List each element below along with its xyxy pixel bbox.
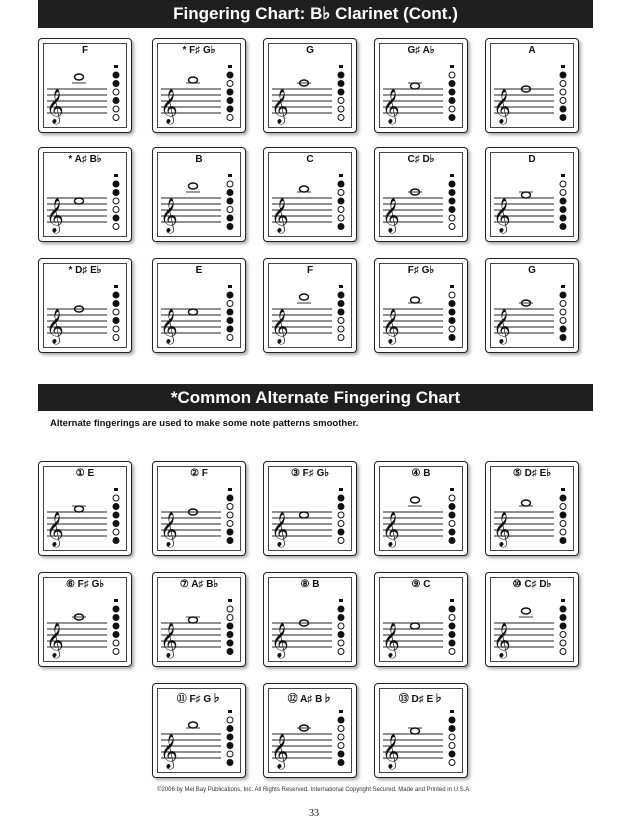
treble-clef-icon: 𝄞 <box>160 512 178 547</box>
fingering-diagram-icon <box>449 174 455 230</box>
staff-and-fingering-diagram <box>264 39 358 134</box>
staff-and-fingering-diagram <box>264 148 358 243</box>
staff-and-fingering-diagram <box>486 462 580 557</box>
fingering-card <box>263 147 357 242</box>
treble-clef-icon: 𝄞 <box>271 734 289 769</box>
fingering-diagram-icon <box>449 599 455 655</box>
note-name-label: F <box>306 265 314 276</box>
fingering-diagram-icon <box>560 599 566 655</box>
staff-and-fingering-diagram <box>486 148 580 243</box>
treble-clef-icon: 𝄞 <box>271 512 289 547</box>
fingering-diagram-icon <box>338 488 344 544</box>
fingering-card <box>263 258 357 353</box>
treble-clef-icon: 𝄞 <box>46 198 64 233</box>
fingering-card <box>263 38 357 133</box>
treble-clef-icon: 𝄞 <box>493 623 511 658</box>
note-head-icon <box>411 83 420 89</box>
fingering-diagram-icon <box>113 285 119 341</box>
treble-clef-icon: 𝄞 <box>46 89 64 124</box>
note-name-label: * F♯ G♭ <box>182 45 216 56</box>
fingering-card <box>263 683 357 778</box>
note-name-label: ① E <box>75 468 95 479</box>
note-head-icon <box>522 192 531 198</box>
staff-and-fingering-diagram <box>486 259 580 354</box>
note-name-label: C♯ D♭ <box>407 154 435 165</box>
note-head-icon <box>189 617 198 623</box>
staff-and-fingering-diagram <box>375 573 469 668</box>
treble-clef-icon: 𝄞 <box>46 623 64 658</box>
note-head-icon <box>300 512 309 518</box>
fingering-diagram-icon <box>113 599 119 655</box>
note-name-label: ④ B <box>411 468 431 479</box>
treble-clef-icon: 𝄞 <box>271 198 289 233</box>
fingering-card <box>152 461 246 556</box>
fingering-card <box>374 461 468 556</box>
fingering-card <box>38 258 132 353</box>
treble-clef-icon: 𝄞 <box>160 198 178 233</box>
fingering-card <box>152 572 246 667</box>
fingering-card <box>152 147 246 242</box>
note-name-label: G♯ A♭ <box>407 45 435 56</box>
treble-clef-icon: 𝄞 <box>382 89 400 124</box>
treble-clef-icon: 𝄞 <box>493 198 511 233</box>
note-name-label: A <box>528 45 536 56</box>
note-name-label: ⑤ D♯ E♭ <box>512 468 552 479</box>
treble-clef-icon: 𝄞 <box>493 89 511 124</box>
alternate-chart-title: *Common Alternate Fingering Chart <box>38 384 593 411</box>
fingering-card <box>374 38 468 133</box>
note-name-label: F <box>81 45 89 56</box>
fingering-diagram-icon <box>338 285 344 341</box>
treble-clef-icon: 𝄞 <box>382 623 400 658</box>
fingering-card <box>374 572 468 667</box>
note-head-icon <box>189 77 198 83</box>
fingering-card <box>485 461 579 556</box>
staff-and-fingering-diagram <box>486 39 580 134</box>
fingering-card <box>38 147 132 242</box>
fingering-card <box>374 147 468 242</box>
treble-clef-icon: 𝄞 <box>160 734 178 769</box>
fingering-diagram-icon <box>113 174 119 230</box>
note-head-icon <box>189 722 198 728</box>
staff-and-fingering-diagram <box>39 148 133 243</box>
staff-and-fingering-diagram <box>486 573 580 668</box>
treble-clef-icon: 𝄞 <box>382 512 400 547</box>
staff-and-fingering-diagram <box>375 462 469 557</box>
note-head-icon <box>300 186 309 192</box>
fingering-diagram-icon <box>338 599 344 655</box>
note-head-icon <box>189 183 198 189</box>
fingering-card <box>485 258 579 353</box>
note-head-icon <box>300 294 309 300</box>
note-name-label: ⑬ D♯ E♭ <box>398 694 444 705</box>
staff-and-fingering-diagram <box>375 148 469 243</box>
fingering-diagram-icon <box>227 65 233 121</box>
fingering-card <box>152 38 246 133</box>
note-name-label: * A♯ B♭ <box>68 154 102 165</box>
treble-clef-icon: 𝄞 <box>493 309 511 344</box>
staff-and-fingering-diagram <box>39 39 133 134</box>
note-name-label: ⑫ A♯ B♭ <box>287 694 333 705</box>
treble-clef-icon: 𝄞 <box>160 309 178 344</box>
treble-clef-icon: 𝄞 <box>271 89 289 124</box>
note-name-label: ② F <box>190 468 208 479</box>
fingering-card <box>152 258 246 353</box>
note-name-label: ③ F♯ G♭ <box>290 468 330 479</box>
fingering-diagram-icon <box>227 174 233 230</box>
treble-clef-icon: 𝄞 <box>46 309 64 344</box>
fingering-diagram-icon <box>113 65 119 121</box>
treble-clef-icon: 𝄞 <box>160 89 178 124</box>
treble-clef-icon: 𝄞 <box>382 309 400 344</box>
note-name-label: G <box>528 265 536 276</box>
treble-clef-icon: 𝄞 <box>382 198 400 233</box>
staff-and-fingering-diagram <box>375 259 469 354</box>
note-head-icon <box>411 297 420 303</box>
note-name-label: E <box>195 265 203 276</box>
note-name-label: ⑩ C♯ D♭ <box>512 579 552 590</box>
note-name-label: ⑥ F♯ G♭ <box>65 579 105 590</box>
fingering-diagram-icon <box>449 488 455 544</box>
staff-and-fingering-diagram <box>39 462 133 557</box>
staff-and-fingering-diagram <box>264 259 358 354</box>
staff-and-fingering-diagram <box>264 462 358 557</box>
chart-title: Fingering Chart: B♭ Clarinet (Cont.) <box>38 0 593 28</box>
staff-and-fingering-diagram <box>153 462 247 557</box>
fingering-card <box>38 38 132 133</box>
fingering-diagram-icon <box>227 599 233 655</box>
copyright-notice: ©2006 by Mel Bay Publications, Inc. All Rights Reserved. International Copyright Secured. Made and Printed in U.S.A. <box>157 787 471 793</box>
note-head-icon <box>411 497 420 503</box>
treble-clef-icon: 𝄞 <box>382 734 400 769</box>
fingering-card <box>263 461 357 556</box>
alternate-chart-subtitle: Alternate fingerings are used to make some note patterns smoother. <box>50 418 359 429</box>
fingering-card <box>38 461 132 556</box>
note-head-icon <box>522 500 531 506</box>
treble-clef-icon: 𝄞 <box>160 623 178 658</box>
note-name-label: F♯ G♭ <box>407 265 435 276</box>
fingering-diagram-icon <box>560 174 566 230</box>
note-name-label: ⑦ A♯ B♭ <box>179 579 219 590</box>
fingering-diagram-icon <box>449 65 455 121</box>
note-head-icon <box>75 198 84 204</box>
fingering-card <box>263 572 357 667</box>
staff-and-fingering-diagram <box>39 573 133 668</box>
fingering-diagram-icon <box>227 710 233 766</box>
staff-and-fingering-diagram <box>153 148 247 243</box>
note-head-icon <box>411 728 420 734</box>
fingering-diagram-icon <box>560 285 566 341</box>
fingering-diagram-icon <box>449 710 455 766</box>
note-name-label: C <box>306 154 314 165</box>
fingering-card <box>374 258 468 353</box>
treble-clef-icon: 𝄞 <box>46 512 64 547</box>
fingering-diagram-icon <box>338 710 344 766</box>
staff-and-fingering-diagram <box>264 573 358 668</box>
fingering-card <box>374 683 468 778</box>
treble-clef-icon: 𝄞 <box>271 623 289 658</box>
fingering-diagram-icon <box>449 285 455 341</box>
note-head-icon <box>75 506 84 512</box>
fingering-diagram-icon <box>560 488 566 544</box>
fingering-diagram-icon <box>113 488 119 544</box>
treble-clef-icon: 𝄞 <box>271 309 289 344</box>
staff-and-fingering-diagram <box>153 573 247 668</box>
fingering-card <box>152 683 246 778</box>
treble-clef-icon: 𝄞 <box>493 512 511 547</box>
note-name-label: G <box>306 45 314 56</box>
page-number: 33 <box>309 808 319 819</box>
note-name-label: B <box>195 154 203 165</box>
fingering-card <box>38 572 132 667</box>
note-name-label: * D♯ E♭ <box>68 265 102 276</box>
note-head-icon <box>75 74 84 80</box>
note-name-label: ⑧ B <box>300 579 320 590</box>
staff-and-fingering-diagram <box>153 39 247 134</box>
staff-and-fingering-diagram <box>153 259 247 354</box>
note-head-icon <box>411 623 420 629</box>
fingering-diagram-icon <box>338 174 344 230</box>
note-name-label: ⑪ F♯ G♭ <box>176 694 222 705</box>
note-head-icon <box>189 309 198 315</box>
staff-and-fingering-diagram <box>153 684 247 779</box>
fingering-card <box>485 147 579 242</box>
fingering-diagram-icon <box>227 488 233 544</box>
staff-and-fingering-diagram <box>375 39 469 134</box>
note-head-icon <box>522 608 531 614</box>
staff-and-fingering-diagram <box>375 684 469 779</box>
staff-and-fingering-diagram <box>264 684 358 779</box>
fingering-diagram-icon <box>338 65 344 121</box>
note-name-label: ⑨ C <box>411 579 431 590</box>
fingering-card <box>485 38 579 133</box>
staff-and-fingering-diagram <box>39 259 133 354</box>
note-name-label: D <box>528 154 536 165</box>
fingering-card <box>485 572 579 667</box>
fingering-diagram-icon <box>560 65 566 121</box>
fingering-diagram-icon <box>227 285 233 341</box>
